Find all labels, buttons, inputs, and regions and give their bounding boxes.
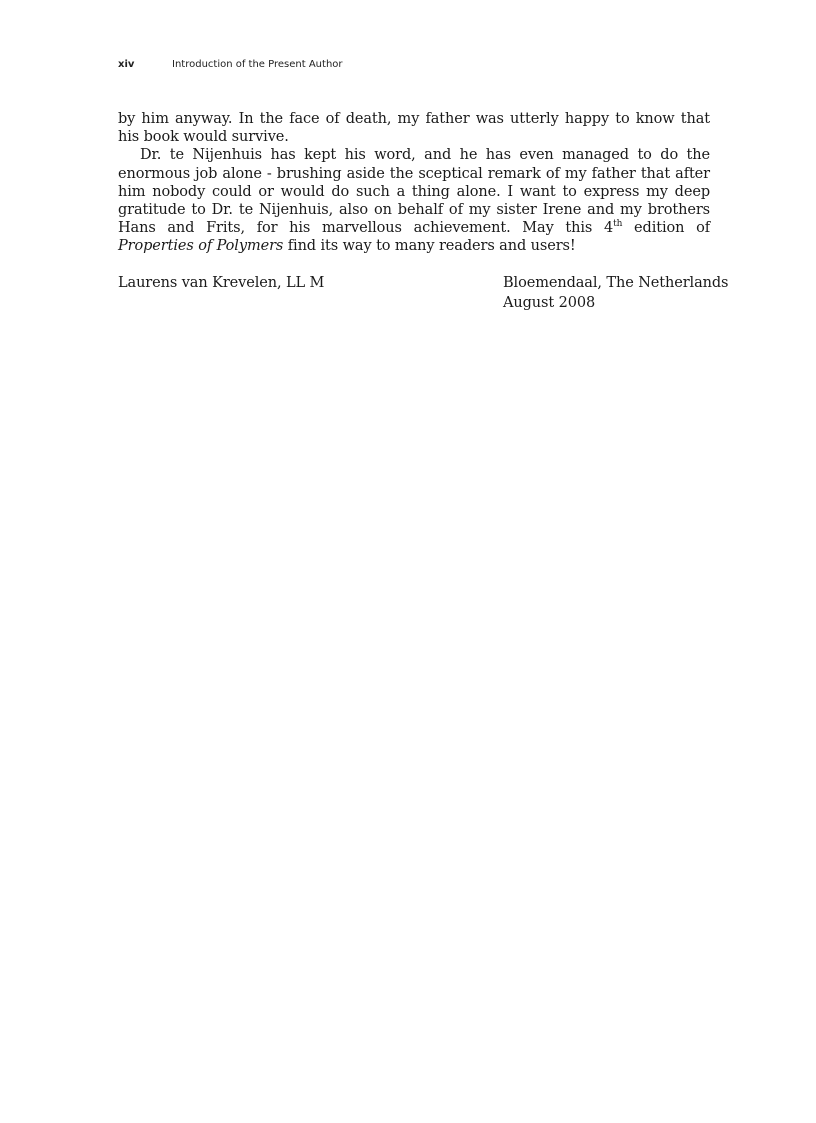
author-name: Laurens van Krevelen, LL M <box>118 275 325 291</box>
place-date <box>503 274 728 313</box>
paragraph-gratitude-text-2: edition of <box>622 220 710 237</box>
page-number: xiv <box>118 59 135 70</box>
running-title: Introduction of the Present Author <box>172 59 343 70</box>
running-header <box>118 59 343 70</box>
paragraph-gratitude-text: Dr. te Nijenhuis has kept his word, and he has even managed to do the enormous job alone - brushing aside the sceptical remark of my father that after him nobody could or would do such a thing alone. I want to express my deep gratitude to Dr. te Nijenhuis, also on behalf of my sister Irene and my brothers Hans and Frits, for his marvellous achievement. May this 4 <box>118 147 710 237</box>
date: August 2008 <box>503 294 596 311</box>
paragraph-gratitude <box>118 146 710 255</box>
paragraph-continued: by him anyway. In the face of death, my father was utterly happy to know that his book would survive. <box>118 111 710 146</box>
place: Bloemendaal, The Netherlands <box>503 275 729 291</box>
body-text <box>118 110 710 256</box>
book-title: Properties of Polymers <box>118 238 284 255</box>
edition-superscript: th <box>613 219 623 230</box>
paragraph-gratitude-text-3: find its way to many readers and users! <box>283 238 576 255</box>
